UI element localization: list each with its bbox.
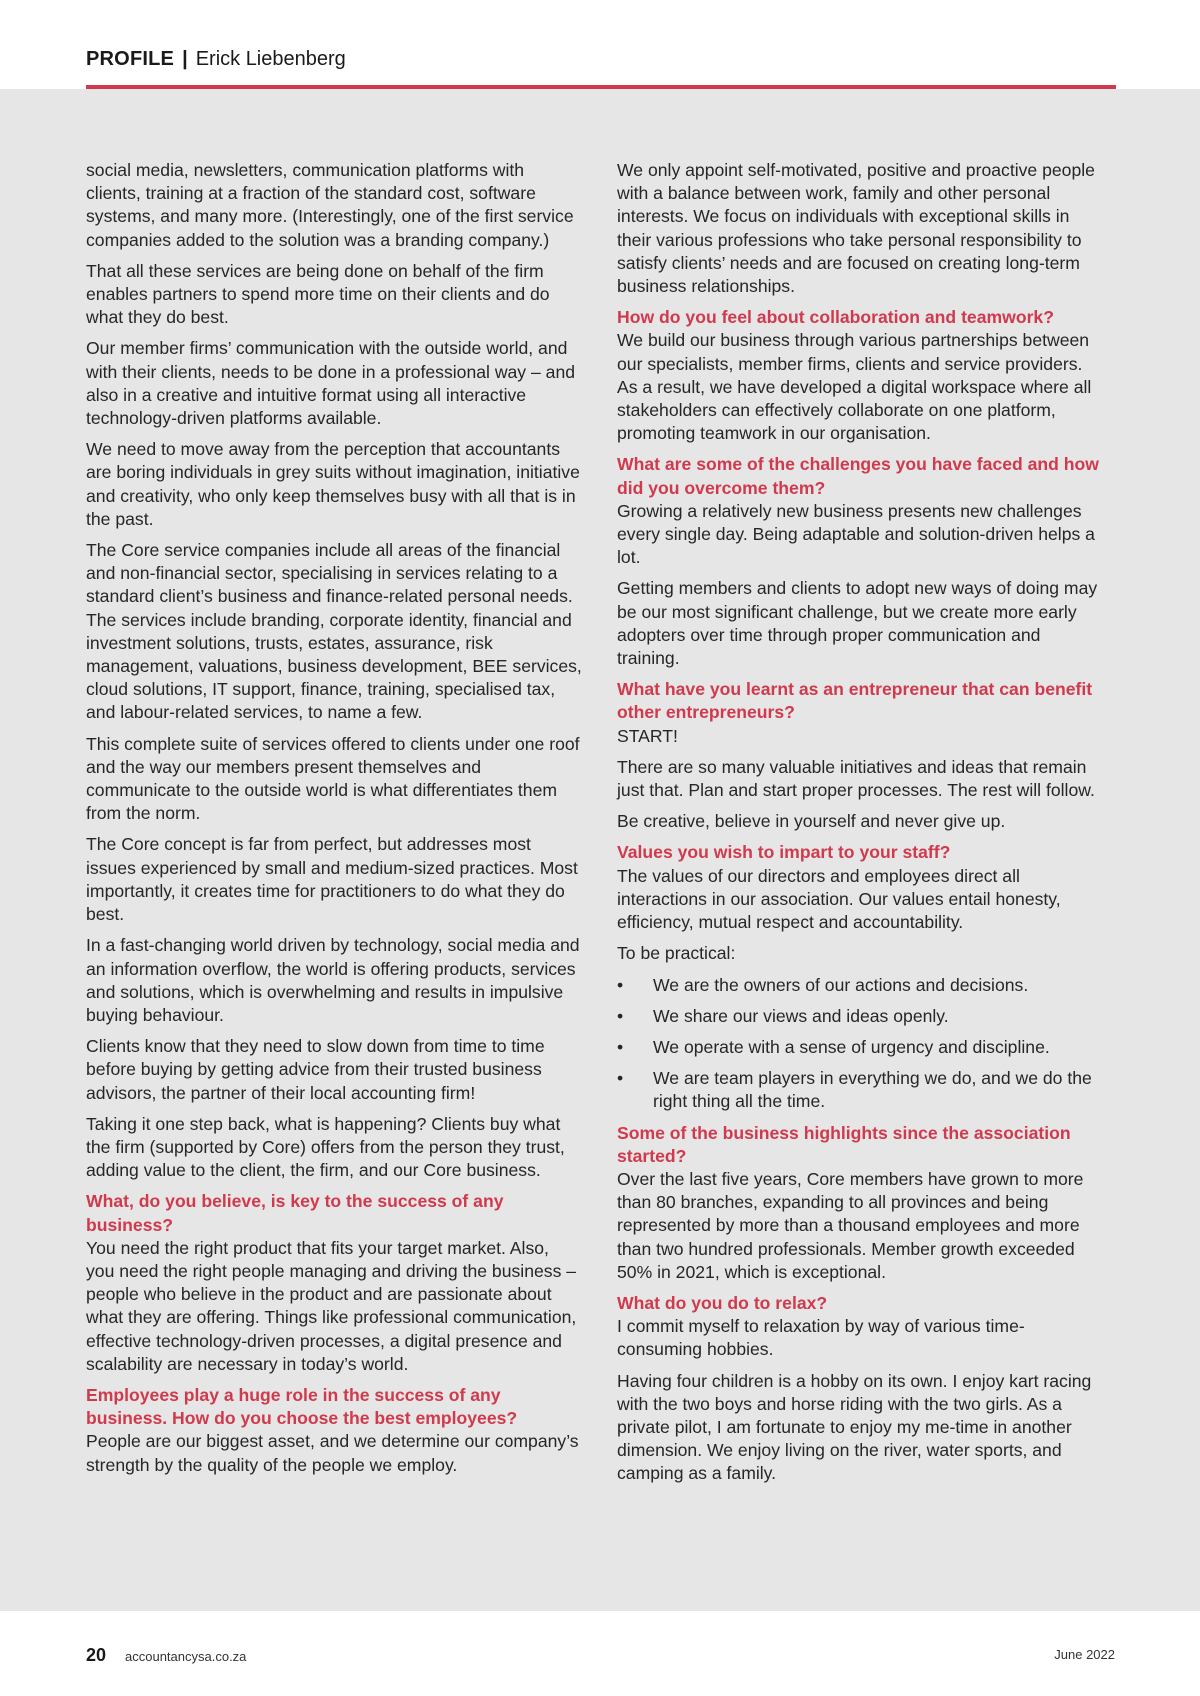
body-paragraph: Getting members and clients to adopt new ways of doing may be our most significant challenge, but we create more early adopters over time through proper communication and training. xyxy=(617,578,1098,669)
body-paragraph: Be creative, believe in yourself and never give up. xyxy=(617,811,1006,832)
bullet-item xyxy=(617,974,1099,997)
body-paragraph: The Core concept is far from perfect, but addresses most issues experienced by small and medium-sized practices. Most importantly, it creates time for practitioners to do what they do best. xyxy=(86,834,578,925)
header-separator: | xyxy=(182,48,188,70)
question-heading: How do you feel about collaboration and teamwork? xyxy=(617,307,1054,328)
bullet-item xyxy=(617,1067,1099,1113)
profile-name: Erick Liebenberg xyxy=(195,48,346,70)
bullet-item xyxy=(617,1036,1099,1059)
body-paragraph: We build our business through various partnerships between our specialists, member firms, clients and service providers. As a result, we have developed a digital workspace where all stakeholders can effectively collaborate on one platform, promoting teamwork in our organisation. xyxy=(617,330,1092,444)
question-heading: Values you wish to impart to your staff? xyxy=(617,842,951,863)
bullet-icon: • xyxy=(617,1036,624,1057)
body-paragraph: social media, newsletters, communication platforms with clients, training at a fraction of the standard cost, software systems, and many more. (Interestingly, one of the first service companies added to the solution was a branding company.) xyxy=(86,160,574,250)
bullet-item xyxy=(617,1005,1099,1028)
page-header-area xyxy=(0,0,1200,86)
right-column xyxy=(617,159,1099,1494)
body-paragraph: We need to move away from the perception that accountants are boring individuals in grey suits without imagination, initiative and creativity, who only keep themselves busy with all that is in the past. xyxy=(86,439,580,529)
article-body xyxy=(0,89,1200,1611)
body-paragraph: The values of our directors and employees direct all interactions in our association. Our values entail honesty, efficiency, mutual respect and accountability. xyxy=(617,865,1061,933)
body-paragraph: I commit myself to relaxation by way of various time-consuming hobbies. xyxy=(617,1316,1025,1360)
bullet-text: We share our views and ideas openly. xyxy=(653,1005,949,1026)
bullet-icon: • xyxy=(617,1005,624,1026)
page-number: 20 xyxy=(86,1645,107,1665)
body-paragraph: You need the right product that fits your target market. Also, you need the right people managing and driving the business – people who believe in the product and are passionate about what they are offering. Things like professional communication, effective technology-driven processes, a digital presence and scalability are necessary in today’s world. xyxy=(86,1237,577,1374)
body-paragraph: Growing a relatively new business presents new challenges every single day. Being adaptable and solution-driven helps a lot. xyxy=(617,500,1095,568)
question-heading: Some of the business highlights since the association started? xyxy=(617,1122,1071,1166)
website-url: accountancysa.co.za xyxy=(125,1649,247,1664)
body-paragraph: Taking it one step back, what is happening? Clients buy what the firm (supported by Core) offers from the person they trust, adding value to the client, the firm, and our Core business. xyxy=(86,1113,565,1181)
issue-date: June 2022 xyxy=(1054,1647,1115,1662)
bullet-text: We operate with a sense of urgency and discipline. xyxy=(653,1036,1050,1057)
body-paragraph: START! xyxy=(617,725,678,746)
bullet-text: We are the owners of our actions and decisions. xyxy=(653,974,1029,995)
body-paragraph: Our member firms’ communication with the outside world, and with their clients, needs to be done in a professional way – and also in a creative and intuitive format using all interactive technology-driven platforms available. xyxy=(86,338,576,429)
body-paragraph: To be practical: xyxy=(617,943,736,964)
body-paragraph: There are so many valuable initiatives and ideas that remain just that. Plan and start proper processes. The rest will follow. xyxy=(617,756,1095,801)
bullet-icon: • xyxy=(617,1068,624,1089)
question-heading: What have you learnt as an entrepreneur that can benefit other entrepreneurs? xyxy=(617,679,1093,723)
left-column xyxy=(86,159,582,1485)
question-heading: What are some of the challenges you have faced and how did you overcome them? xyxy=(617,454,1099,498)
body-paragraph: Having four children is a hobby on its own. I enjoy kart racing with the two boys and horse riding with the two girls. As a private pilot, I am fortunate to enjoy my me-time in another dimension. We enjoy living on the river, water sports, and camping as a family. xyxy=(617,1370,1092,1484)
body-paragraph: That all these services are being done on behalf of the firm enables partners to spend more time on their clients and do what they do best. xyxy=(86,260,550,328)
body-paragraph: This complete suite of services offered to clients under one roof and the way our members present themselves and communicate to the outside world is what differentiates them from the norm. xyxy=(86,733,580,824)
bullet-icon: • xyxy=(617,974,624,995)
question-heading: What, do you believe, is key to the success of any business? xyxy=(86,1191,504,1235)
running-header xyxy=(86,46,346,72)
body-paragraph: The Core service companies include all areas of the financial and non-financial sector, specialising in services relating to a standard client’s business and finance-related personal needs. The services include branding, corporate identity, financial and investment solutions, trusts, estates, assurance, risk management, valuations, business development, BEE services, cloud solutions, IT support, finance, training, specialised tax, and labour-related services, to name a few. xyxy=(86,540,582,723)
body-paragraph: We only appoint self-motivated, positive and proactive people with a balance between work, family and other personal interests. We focus on individuals with exceptional skills in their various professions who take personal responsibility to satisfy clients’ needs and are focused on creating long-term business relationships. xyxy=(617,160,1095,297)
body-paragraph: People are our biggest asset, and we determine our company’s strength by the quality of the people we employ. xyxy=(86,1431,579,1475)
question-heading: What do you do to relax? xyxy=(617,1292,828,1313)
body-paragraph: Over the last five years, Core members have grown to more than 80 branches, expanding to all provinces and being represented by more than a thousand employees and more than two hundred professionals. Member growth exceeded 50% in 2021, which is exceptional. xyxy=(617,1168,1084,1282)
body-paragraph: Clients know that they need to slow down from time to time before buying by getting advice from their trusted business advisors, the partner of their local accounting firm! xyxy=(86,1036,545,1103)
body-paragraph: In a fast-changing world driven by technology, social media and an information overflow, the world is offering products, services and solutions, which is overwhelming and results in impulsive buying behaviour. xyxy=(86,935,580,1025)
question-heading: Employees play a huge role in the success of any business. How do you choose the best employees? xyxy=(86,1384,518,1429)
page-footer xyxy=(0,1611,1200,1696)
section-label: PROFILE xyxy=(86,48,175,70)
bullet-text: We are team players in everything we do, and we do the right thing all the time. xyxy=(653,1068,1092,1112)
bullet-list xyxy=(617,974,1099,1114)
